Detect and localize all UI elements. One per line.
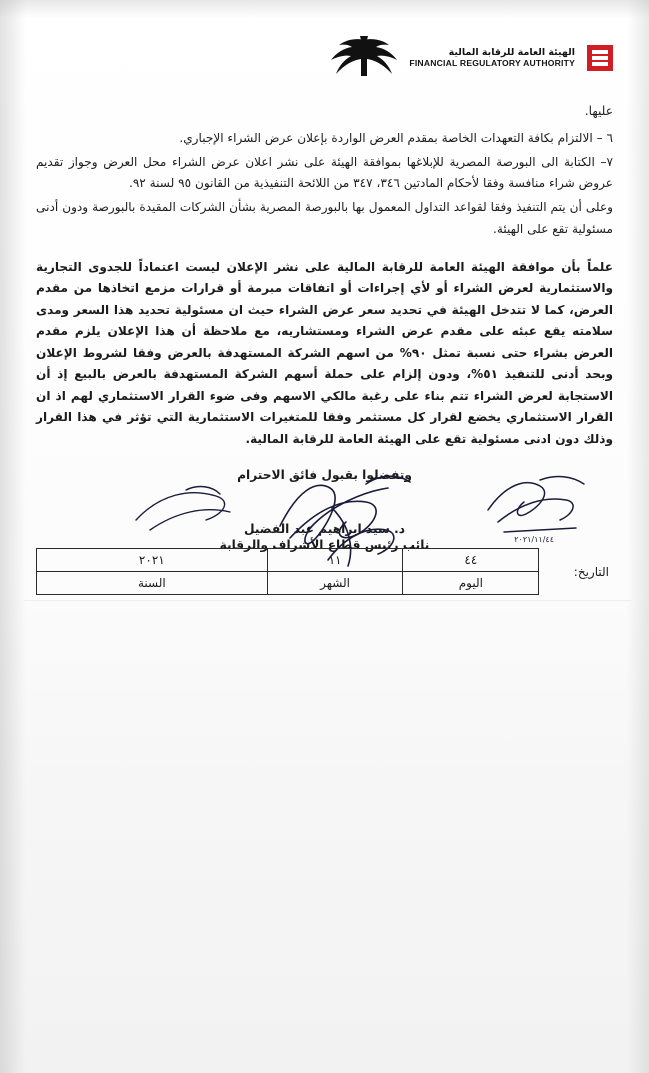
- year-value: ٢٠٢١: [37, 549, 268, 572]
- fra-logo: [327, 36, 613, 80]
- year-header: السنة: [37, 572, 268, 595]
- table-row-headers: [37, 572, 614, 595]
- blank-lower-area: [0, 600, 649, 1073]
- day-header: اليوم: [403, 572, 539, 595]
- scan-shadow-left: [0, 0, 26, 1073]
- paper-fold-line: [24, 600, 631, 601]
- month-header: الشهر: [267, 572, 403, 595]
- logo-english-name: FINANCIAL REGULATORY AUTHORITY: [409, 57, 575, 68]
- closing-line: وتفضلوا بقبول فائق الاحترام: [237, 468, 412, 483]
- logo-text: [409, 48, 575, 69]
- date-table: [36, 548, 613, 595]
- day-value: ٤٤: [403, 549, 539, 572]
- document-body: [36, 104, 613, 552]
- continued-word: عليها.: [584, 104, 613, 118]
- logo-arabic-name: الهيئة العامة للرقابة المالية: [448, 46, 575, 58]
- month-value: ١١: [267, 549, 403, 572]
- main-paragraph: علماً بأن موافقة الهيئة العامة للرقابة المالية على نشر الإعلان ليست اعتماداً للجدوى التجارية والاستثمارية لعرض الشراء أو لأي إجراءات أو اتفاقات مبرمة أو قرارات مزمع اتخاذها من مقدم العرض، كما لا تتدخل الهيئة في تحديد سعر عرض الشراء حيث ان مسئولية تحديد هذا السعر ومدى سلامته يقع عبئه على مقدم عرض الشراء ومستشاريه، مع ملاحظة أن هذا الإعلان يلزم مقدم العرض بشراء حتى نسبة تمثل ٩٠% من اسهم الشركة المستهدفة بالعرض وفقا لشروط الإعلان وبحد أدنى للتنفيذ ٥١%، ودون إلزام على حملة أسهم الشركة المستهدفة بالعرض بالبيع إذ أن الاستجابة لعرض الشراء تتم بناء على رغبة مالكي الاسهم وفى ضوء القرار الاستثماري لهم اذ ان القرار الاستثماري يخضع لقرار كل مستثمر وفقا للمتغيرات الاستثمارية التي تؤثر في هذا القرار وذلك دون ادنى مسئولية تقع على الهيئة العامة للرقابة المالية.: [36, 259, 614, 446]
- main-paragraph-block: [36, 257, 613, 451]
- date-label: التاريخ:: [573, 564, 609, 579]
- svg-text:٢٠٢١/١١/٤٤: ٢٠٢١/١١/٤٤: [514, 535, 554, 544]
- table-row-values: [37, 549, 614, 572]
- scan-shadow-right: [627, 0, 649, 1073]
- numbered-item-6: ٦ – الالتزام بكافة التعهدات الخاصة بمقدم العرض الواردة بإعلان عرض الشراء الإجباري.: [179, 131, 613, 145]
- numbered-item-7: ٧– الكتابة الى البورصة المصرية للإبلاغها بموافقة الهيئة على نشر اعلان عرض الشراء محل العرض وجواز تقديم عروض شراء منافسة وفقا لأحكام المادتين ٣٤٦، ٣٤٧ من اللائحة التنفيذية من القانون ٩٥ لسنة ٩٢.: [36, 155, 613, 191]
- signatory-name: د. سيد ابراهيم عبد الفضيل: [243, 522, 406, 537]
- signatory-title: نائب رئيس قطاع الأشراف والرقابة: [219, 538, 430, 553]
- post-items-paragraph: وعلى أن يتم التنفيذ وفقا لقواعد التداول المعمول بها بالبورصة المصرية بشأن الشركات المقيدة بالبورصة ودون أدنى مسئولية تقع على الهيئة.: [36, 200, 613, 236]
- scan-shadow-top: [0, 0, 649, 18]
- fra-mark-icon: [587, 45, 613, 71]
- eagle-icon: [327, 36, 401, 80]
